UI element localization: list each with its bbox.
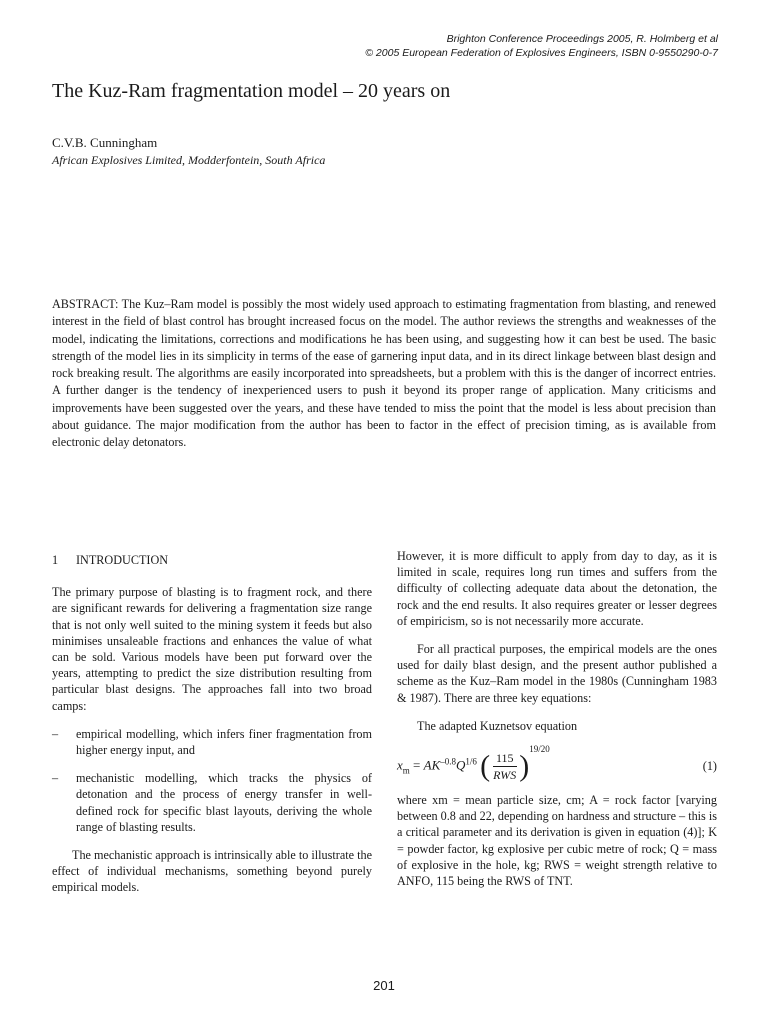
variable-definitions: where xm = mean particle size, cm; A = rock factor [varying between 0.8 and 22, depending on hardness and structure – this is a critical parameter and its derivation is given in equation (4)]; K = powder factor, kg explosive per cubic metre of rock; Q = mass of explosive in the hole, kg; RWS = weight strength relative to ANFO, 115 being the RWS of TNT.: [397, 793, 717, 889]
empirical-paragraph: For all practical purposes, the empirical models are the ones used for daily blast design, and the present author published a scheme as the Kuz–Ram model in the 1980s (Cunningham 1983 & 1987). There are three key equations:: [397, 642, 717, 705]
continuation-paragraph: However, it is more difficult to apply from day to day, as it is limited in scale, requires long run times and suffers from the difficulty of collecting adequate data about the detonation, the rock and the end results. It also requires greater or lesser degrees of empiricism, so is not necessarily more accurate.: [397, 549, 717, 628]
equation-number: (1): [702, 759, 717, 774]
eq-equals: =: [409, 757, 424, 773]
eq-ak: AK: [423, 757, 441, 773]
author-affiliation: African Explosives Limited, Modderfontein, South Africa: [52, 153, 326, 167]
equation-1: [397, 738, 717, 786]
eq-q-exponent: 1/6: [465, 756, 477, 767]
section-heading: [52, 552, 372, 568]
list-item-text: mechanistic modelling, which tracks the physics of detonation and the process of energy transfer in well-defined rock for specific blast layouts, deriving the whole range of blasting results.: [76, 771, 372, 834]
eq-fraction-group: [480, 750, 529, 783]
mechanistic-paragraph: The mechanistic approach is intrinsically able to illustrate the effect of individual mechanisms, something beyond purely empirical models.: [52, 848, 372, 895]
conference-line: Brighton Conference Proceedings 2005, R. Holmberg et al: [446, 33, 718, 45]
conference-header: [365, 32, 718, 60]
eq-fraction: [490, 750, 519, 783]
list-item: [52, 726, 372, 758]
eq-right-paren: ): [519, 749, 530, 783]
list-dash: –: [52, 771, 59, 786]
eq-k-exponent: –0.8: [440, 756, 457, 767]
section-number: 1: [52, 553, 59, 567]
eq-lhs: x: [397, 757, 403, 773]
copyright-line: © 2005 European Federation of Explosives Engineers, ISBN 0-9550290-0-7: [365, 47, 718, 59]
list-dash: –: [52, 726, 59, 741]
list-item: [52, 770, 372, 835]
equation-expression: [397, 744, 550, 783]
eq-fraction-denominator: RWS: [493, 768, 517, 783]
left-column: [52, 548, 372, 908]
right-column: [397, 548, 717, 901]
author-name: C.V.B. Cunningham: [52, 135, 158, 150]
list-item-text: empirical modelling, which infers finer fragmentation from higher energy input, and: [76, 726, 372, 758]
paper-title: The Kuz-Ram fragmentation model – 20 years on: [52, 80, 451, 102]
equation-intro: The adapted Kuznetsov equation: [417, 718, 578, 733]
eq-left-paren: (: [480, 749, 491, 783]
eq-lhs-sub: m: [402, 765, 410, 776]
eq-outer-exponent: 19/20: [529, 744, 550, 755]
abstract: ABSTRACT: The Kuz–Ram model is possibly the most widely used approach to estimating fragmentation from blasting, and renewed interest in the field of blast control has brought increased focus on the model. The author reviews the strengths and weaknesses of the model, indicating the limitations, corrections and modifications he has been using, and suggesting how it can best be used. The basic strength of the model lies in its simplicity in terms of the ease of garnering input data, and in its direct linkage between blast design and rock breaking result. The algorithms are easily incorporated into spreadsheets, but a problem with this is the danger of incorrect entries. A further danger is the tendency of inexperienced users to push it beyond its proper range of application. Many criticisms and improvements have been suggested over the years, and these have tended to miss the point that the model is less about precision than about guidance. The major modification from the author has been to factor in the effect of precision timing, as is available from electronic delay detonators.: [52, 297, 716, 450]
section-title: INTRODUCTION: [76, 553, 169, 567]
page-number: 201: [373, 978, 395, 993]
eq-q: Q: [456, 757, 466, 773]
intro-paragraph: The primary purpose of blasting is to fragment rock, and there are significant rewards for delivering a fragmentation size range that is not only well suited to the mining system it feeds but also minimises unsaleable fractions and enhances the value of what can be sold. Various models have been put forward over the years, attempting to predict the size distribution resulting from particular blast designs. The approaches fall into two broad camps:: [52, 585, 372, 713]
eq-fraction-numerator: 115: [493, 750, 517, 767]
